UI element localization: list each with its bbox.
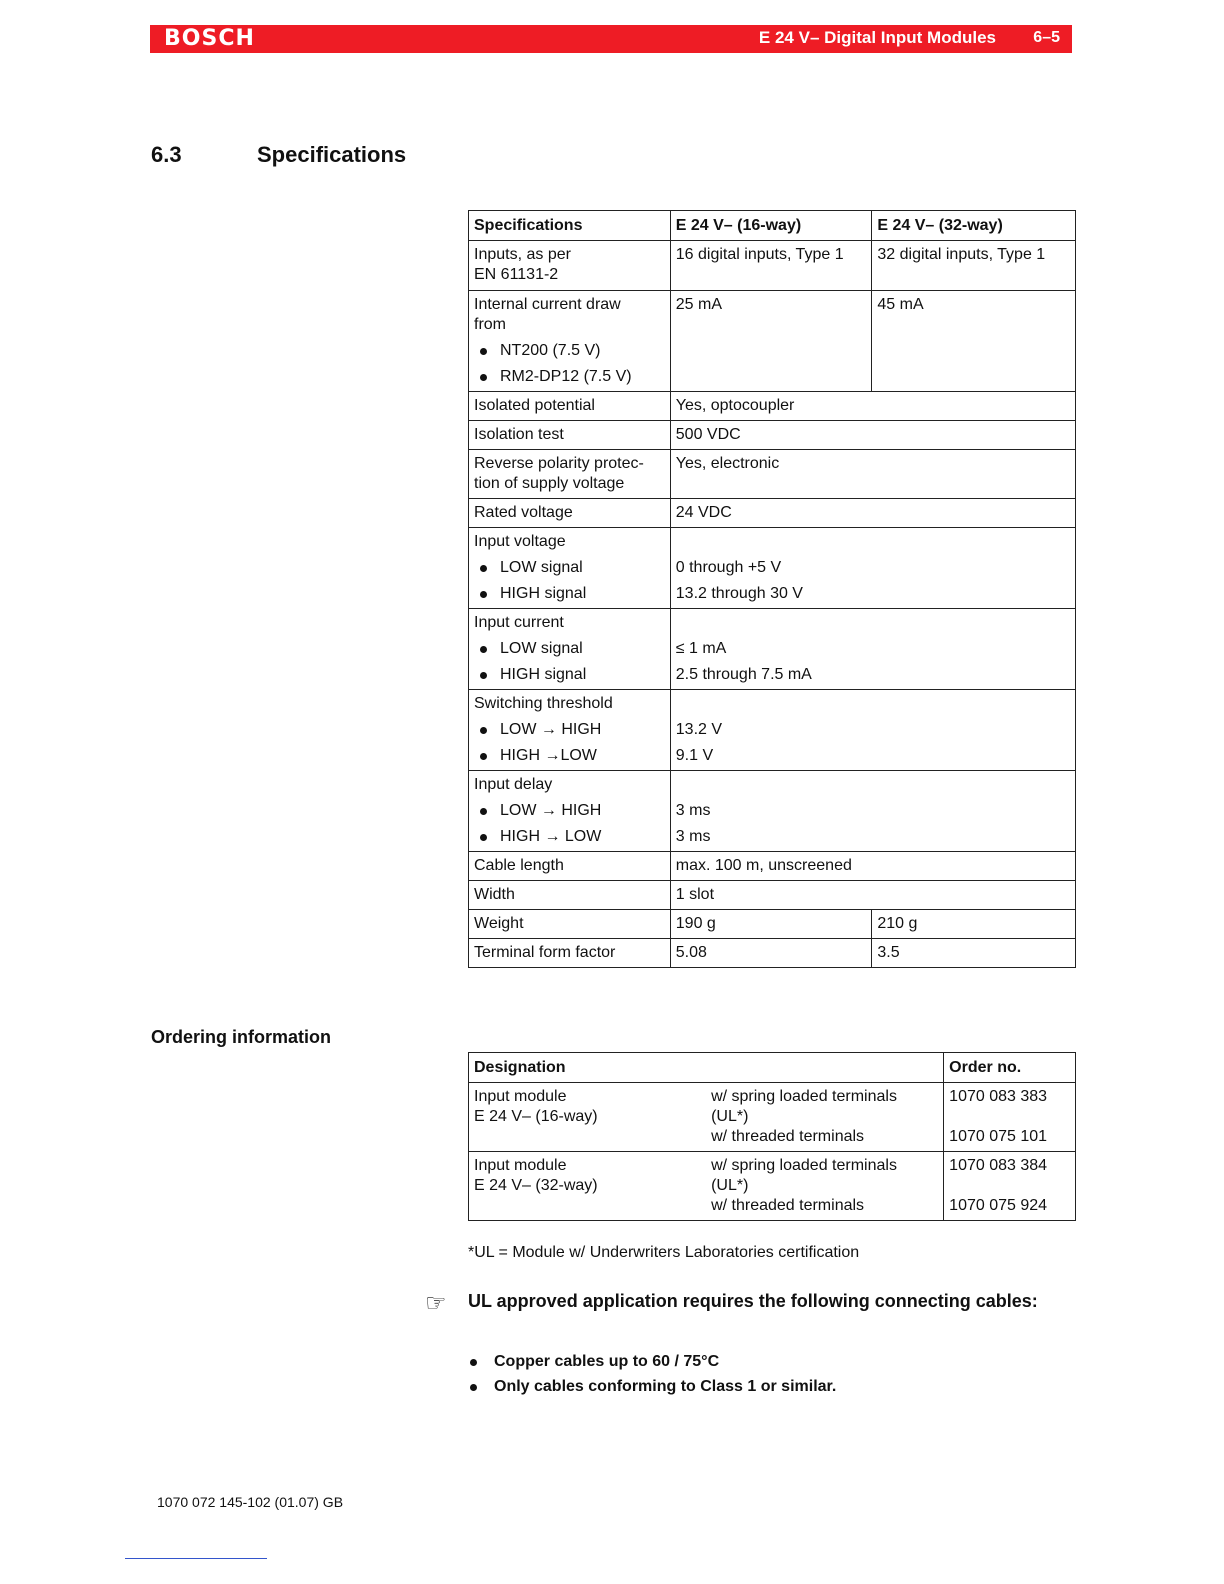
bullet-item: LOW signal (474, 639, 665, 659)
bullet-item: HIGH →LOW (474, 746, 665, 766)
bullet-item: RM2-DP12 (7.5 V) (474, 367, 665, 387)
order-number: 1070 075 101 (949, 1128, 1048, 1145)
value-line: 9.1 V (675, 747, 714, 764)
variant-line: (UL*) (711, 1108, 749, 1125)
row-label: Terminal form factor (469, 939, 671, 968)
order-number: 1070 083 384 (949, 1157, 1048, 1174)
row-label (469, 609, 671, 690)
order-numbers (944, 1083, 1076, 1152)
bullet-item: LOW → HIGH (474, 801, 665, 821)
table-row (469, 528, 1076, 609)
value-line: 13.2 V (675, 721, 723, 738)
value-16-way: 16 digital inputs, Type 1 (670, 241, 872, 291)
table-row (469, 771, 1076, 852)
table-row (469, 421, 1076, 450)
table-row (469, 852, 1076, 881)
value-both: Yes, optocoupler (670, 392, 1075, 421)
bullet-item: HIGH signal (474, 665, 665, 685)
variant-line: (UL*) (711, 1177, 749, 1194)
value-line: 13.2 through 30 V (675, 585, 803, 602)
header-16-way: E 24 V– (16-way) (670, 211, 872, 241)
value-both: max. 100 m, unscreened (670, 852, 1075, 881)
variant-line: w/ spring loaded terminals (711, 1088, 897, 1105)
module-line: E 24 V– (32-way) (474, 1177, 598, 1194)
bullet-item: HIGH → LOW (474, 827, 665, 847)
value-both (670, 771, 1075, 852)
value-both (670, 528, 1075, 609)
label-line: Input voltage (474, 533, 566, 550)
table-row (469, 499, 1076, 528)
value-both (670, 690, 1075, 771)
value-both: 1 slot (670, 881, 1075, 910)
table-header-row (469, 211, 1076, 241)
label-line: Reverse polarity protec- (474, 455, 644, 472)
module-line: E 24 V– (16-way) (474, 1108, 598, 1125)
label-line: from (474, 316, 506, 333)
table-row (469, 450, 1076, 499)
row-label (469, 690, 671, 771)
value-32-way: 210 g (872, 910, 1076, 939)
value-32-way: 32 digital inputs, Type 1 (872, 241, 1076, 291)
header-specifications: Specifications (469, 211, 671, 241)
document-title: E 24 V– Digital Input Modules (758, 28, 996, 47)
ordering-table (468, 1052, 1076, 1221)
ordering-heading: Ordering information (151, 1027, 331, 1047)
value-line: 3 ms (675, 828, 711, 845)
module-variants (706, 1152, 944, 1221)
value-both (670, 609, 1075, 690)
table-row (469, 392, 1076, 421)
value-16-way: 25 mA (670, 291, 872, 392)
value-line: 3 ms (675, 802, 711, 819)
order-number: 1070 083 383 (949, 1088, 1048, 1105)
table-row (469, 241, 1076, 291)
list-item: Only cables conforming to Class 1 or similar. (468, 1377, 836, 1397)
header-order-no: Order no. (944, 1053, 1076, 1083)
table-row (469, 1152, 1076, 1221)
row-label (469, 450, 671, 499)
table-row (469, 291, 1076, 392)
table-row (469, 881, 1076, 910)
table-row (469, 690, 1076, 771)
label-line: tion of supply voltage (474, 475, 625, 492)
section-number: 6.3 (151, 142, 182, 167)
bullet-item: LOW → HIGH (474, 720, 665, 740)
label-line: Internal current draw (474, 296, 621, 313)
note-text: UL approved application requires the following connecting cables: (468, 1291, 1038, 1311)
variant-line: w/ threaded terminals (711, 1128, 865, 1145)
bullet-item: NT200 (7.5 V) (474, 341, 665, 361)
label-line: Switching threshold (474, 695, 613, 712)
value-both: Yes, electronic (670, 450, 1075, 499)
module-name (469, 1152, 707, 1221)
table-row (469, 939, 1076, 968)
value-line: ≤ 1 mA (675, 640, 727, 657)
header-32-way: E 24 V– (32-way) (872, 211, 1076, 241)
row-label (469, 528, 671, 609)
label-line: Input delay (474, 776, 553, 793)
footer-link-underline[interactable] (125, 1558, 267, 1559)
module-line: Input module (474, 1088, 567, 1105)
order-numbers (944, 1152, 1076, 1221)
bullet-item: HIGH signal (474, 584, 665, 604)
row-label: Cable length (469, 852, 671, 881)
row-label: Width (469, 881, 671, 910)
label-line: Inputs, as per (474, 246, 571, 263)
page-number: 6–5 (1033, 29, 1060, 46)
value-32-way: 45 mA (872, 291, 1076, 392)
row-label: Rated voltage (469, 499, 671, 528)
brand-logo: BOSCH (164, 26, 255, 51)
header-designation: Designation (469, 1053, 944, 1083)
table-header-row (469, 1053, 1076, 1083)
row-label (469, 771, 671, 852)
header-bar (150, 25, 1072, 53)
label-line: EN 61131-2 (474, 266, 559, 283)
ul-footnote: *UL = Module w/ Underwriters Laboratories certification (468, 1244, 860, 1261)
specifications-table (468, 210, 1076, 968)
table-row (469, 609, 1076, 690)
row-label: Isolated potential (469, 392, 671, 421)
row-label (469, 241, 671, 291)
label-line: Input current (474, 614, 564, 631)
value-line: 2.5 through 7.5 mA (675, 666, 812, 683)
value-both: 24 VDC (670, 499, 1075, 528)
document-code: 1070 072 145-102 (01.07) GB (157, 1494, 344, 1510)
row-label: Weight (469, 910, 671, 939)
value-16-way: 5.08 (670, 939, 872, 968)
module-variants (706, 1083, 944, 1152)
order-number: 1070 075 924 (949, 1197, 1048, 1214)
variant-line: w/ spring loaded terminals (711, 1157, 897, 1174)
bullet-item: LOW signal (474, 558, 665, 578)
value-16-way: 190 g (670, 910, 872, 939)
row-label (469, 291, 671, 392)
table-row (469, 1083, 1076, 1152)
value-both: 500 VDC (670, 421, 1075, 450)
list-item: Copper cables up to 60 / 75°C (468, 1352, 836, 1372)
section-title: Specifications (257, 142, 407, 167)
table-row (469, 910, 1076, 939)
module-line: Input module (474, 1157, 567, 1174)
variant-line: w/ threaded terminals (711, 1197, 865, 1214)
note-list (468, 1352, 836, 1402)
value-line: 0 through +5 V (675, 559, 782, 576)
pointing-hand-icon: ☞ (425, 1290, 447, 1317)
module-name (469, 1083, 707, 1152)
value-32-way: 3.5 (872, 939, 1076, 968)
row-label: Isolation test (469, 421, 671, 450)
